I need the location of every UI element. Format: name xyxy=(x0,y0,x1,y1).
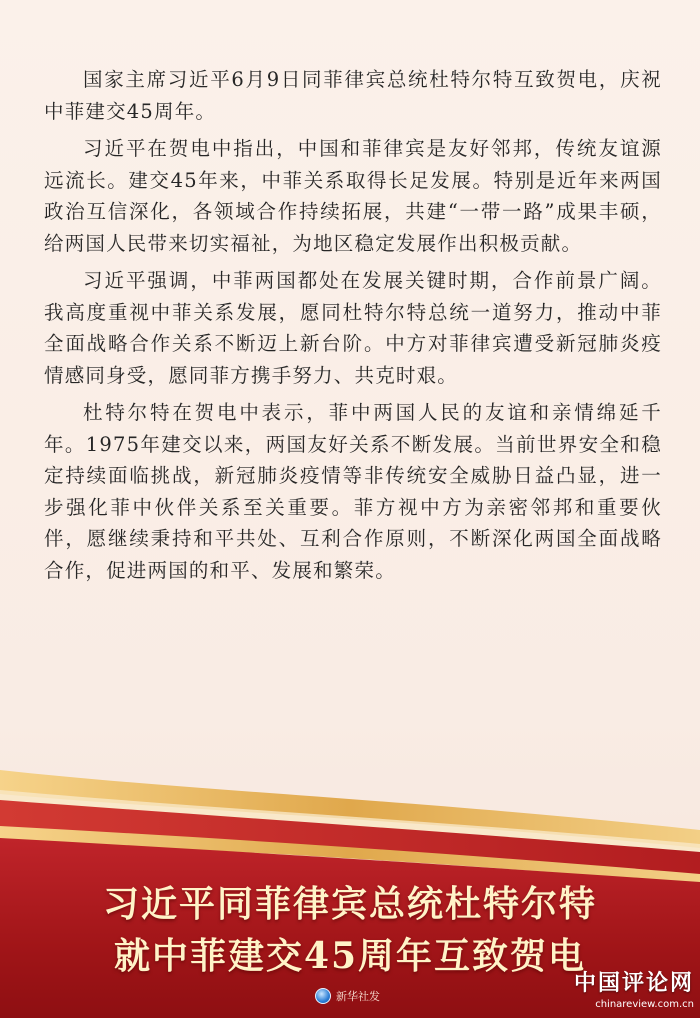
article-paragraph-2: 习近平在贺电中指出，中国和菲律宾是友好邻邦，传统友谊源远流长。建交45年来，中菲关系取得长足发展。特别是近年来两国政治互信深化，各领域合作持续拓展，共建“一带一路”成果丰硕，给两国人民带来切实福祉，为地区稳定发展作出积极贡献。 xyxy=(44,137,662,255)
site-watermark xyxy=(574,966,694,1010)
watermark-title: 中国评论网 xyxy=(573,971,694,996)
article-body xyxy=(44,64,662,592)
article-paragraph-4: 杜特尔特在贺电中表示，菲中两国人民的友谊和亲情绵延千年。1975年建交以来，两国友好关系不断发展。当前世界安全和稳定持续面临挑战，新冠肺炎疫情等非传统安全威胁日益凸显，进一步强化菲中伙伴关系至关重要。菲方视中方为亲密邻邦和重要伙伴，愿继续秉持和平共处、互利合作原则，不断深化两国全面战略合作，促进两国的和平、发展和繁荣。 xyxy=(44,401,662,582)
headline-line-1: 习近平同菲律宾总统杜特尔特 xyxy=(102,883,597,925)
article-paragraph-1: 国家主席习近平6月9日同菲律宾总统杜特尔特互致贺电，庆祝中菲建交45周年。 xyxy=(44,68,662,123)
agency-name: 新华社发 xyxy=(336,990,380,1003)
agency-credit xyxy=(315,988,380,1004)
globe-icon xyxy=(315,988,331,1004)
article-paragraph-3: 习近平强调，中菲两国都处在发展关键时期，合作前景广阔。我高度重视中菲关系发展，愿同杜特尔特总统一道努力，推动中菲全面战略合作关系不断迈上新台阶。中方对菲律宾遭受新冠肺炎疫情感同身受，愿同菲方携手努力、共克时艰。 xyxy=(44,269,662,387)
headline-line-2: 就中菲建交45周年互致贺电 xyxy=(113,935,587,977)
watermark-url: chinareview.com.cn xyxy=(595,999,694,1010)
